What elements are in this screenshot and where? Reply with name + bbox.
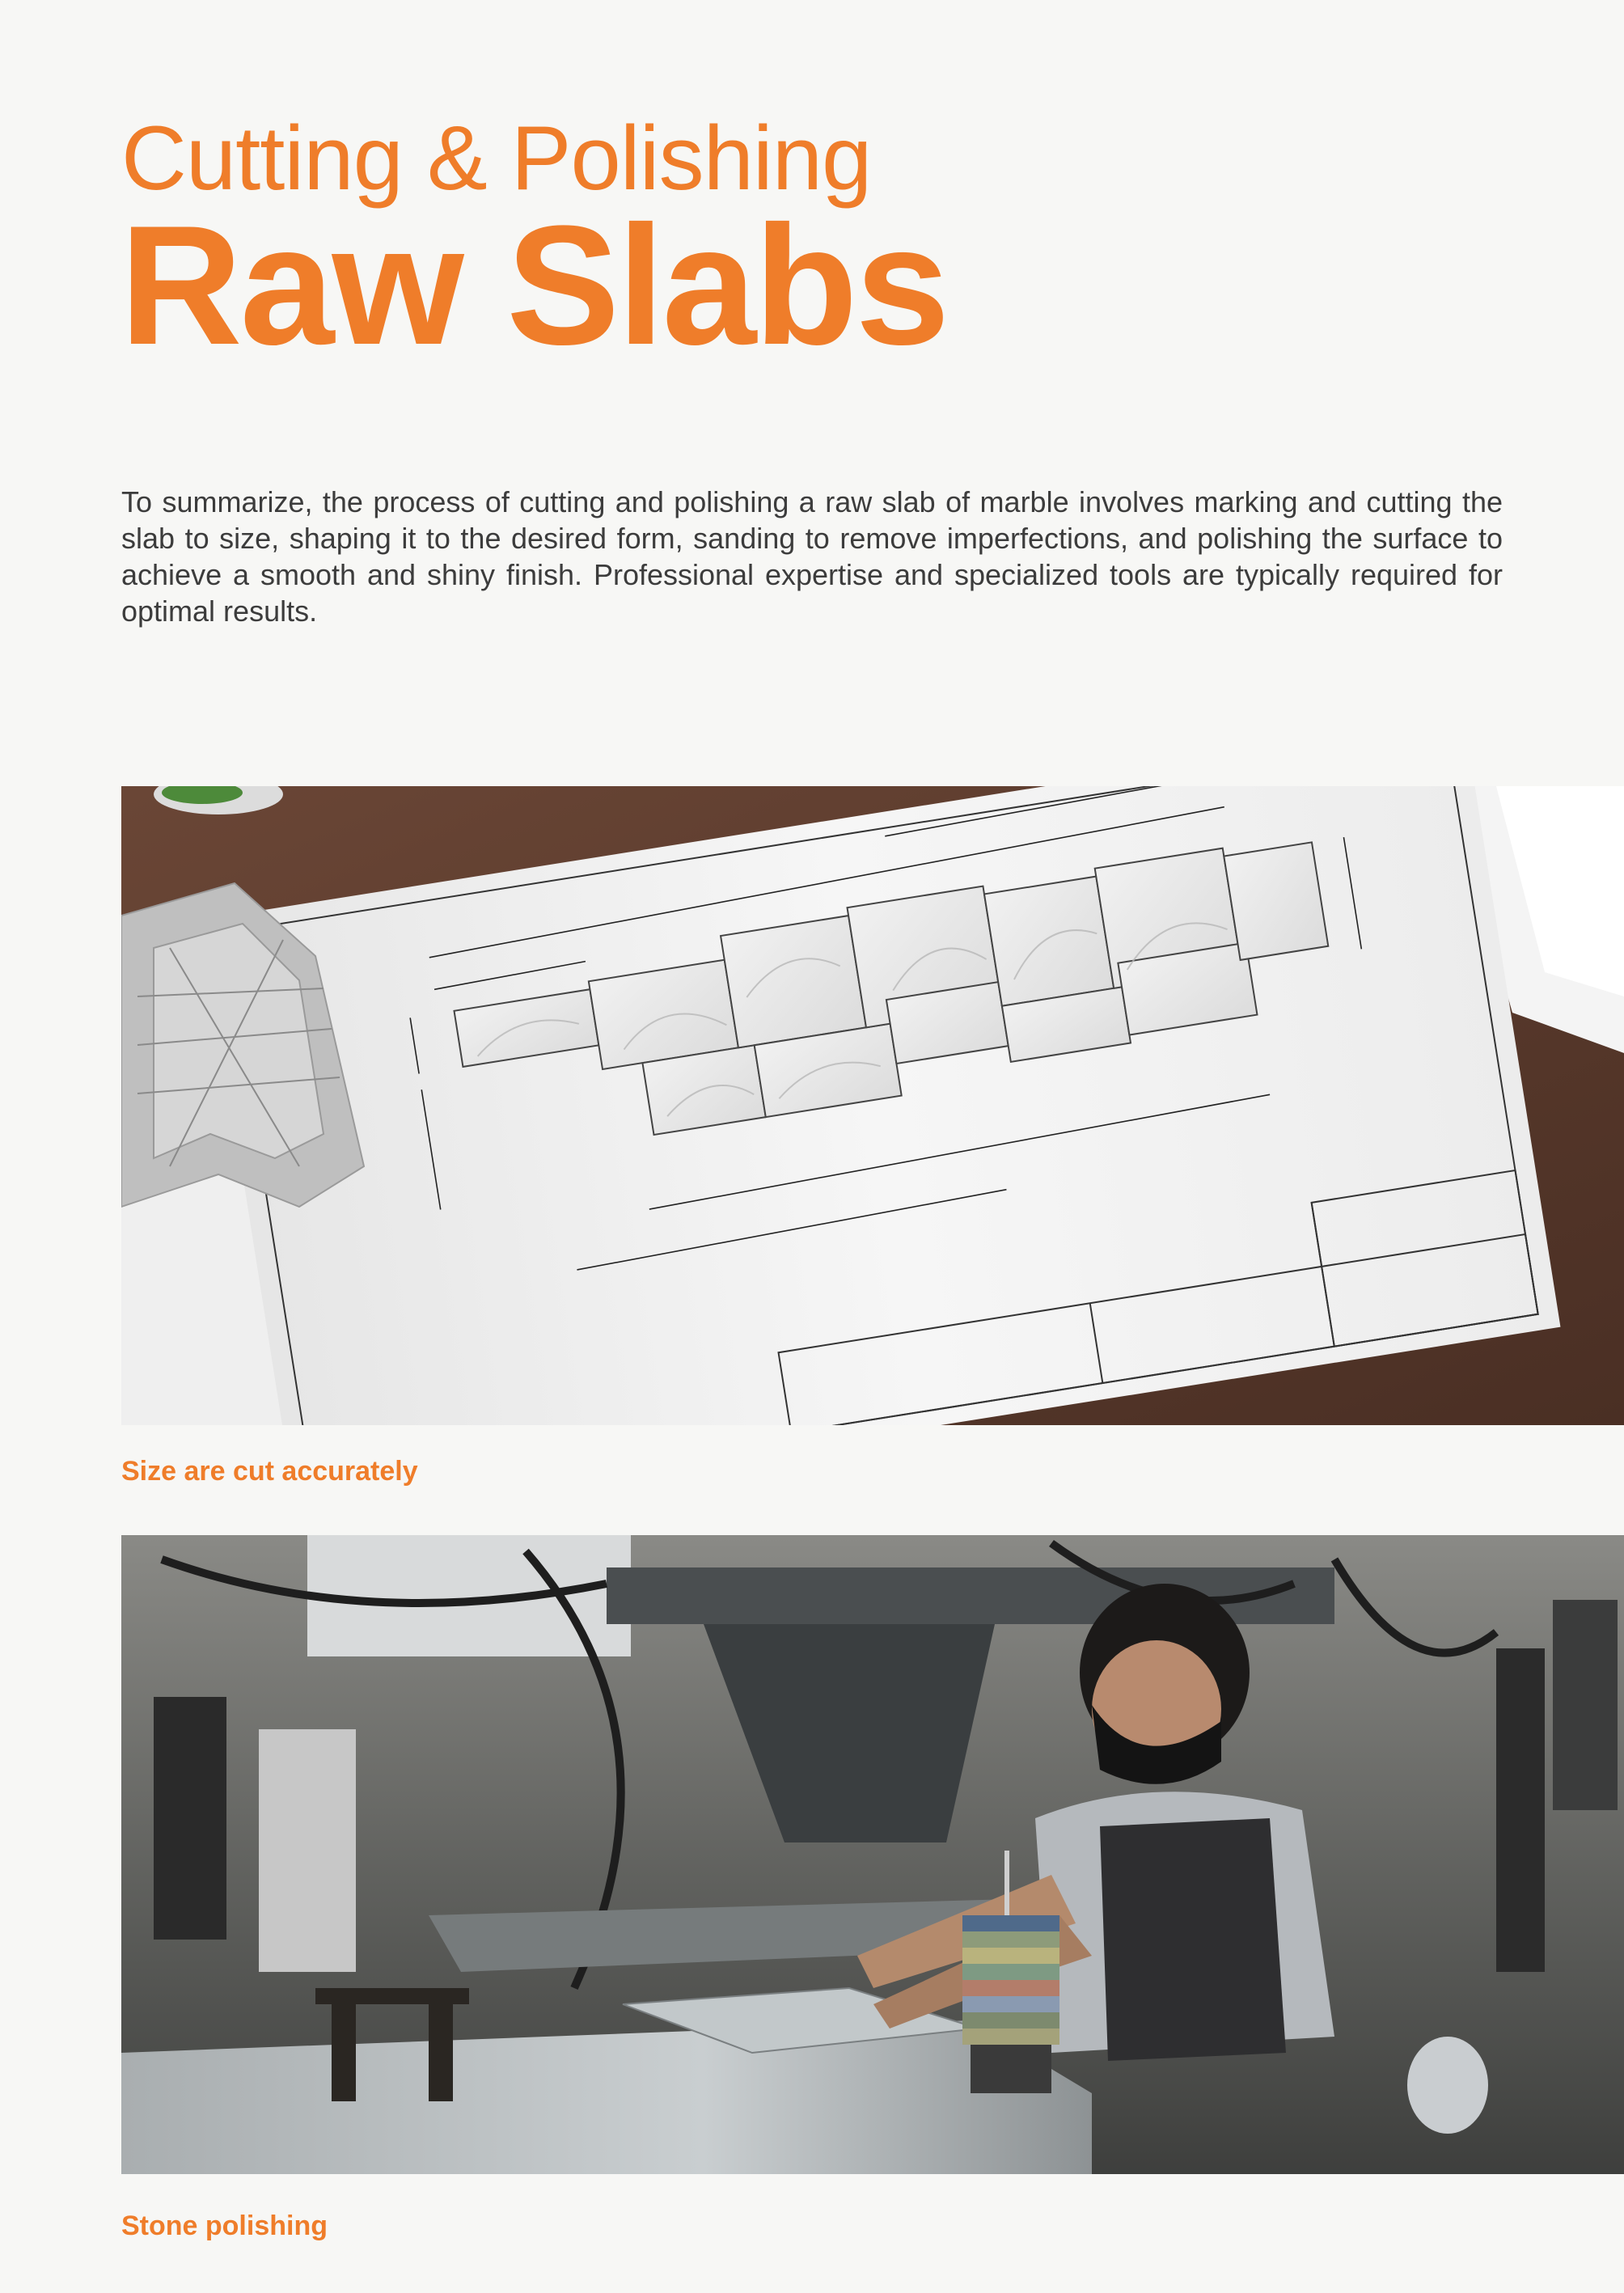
- page-title: Raw Slabs: [120, 190, 948, 380]
- summary-paragraph: To summarize, the process of cutting and polishing a raw slab of marble involves marking and cutting the slab to size, shaping it to the desired form, sanding to remove imperfections, and polishing the surface to achieve a smooth and shiny finish. Professional expertise and specialized tools are typically required for optimal results.: [121, 485, 1503, 628]
- cutting-layout-photo: [121, 786, 1624, 1425]
- page-subtitle: Cutting & Polishing: [121, 108, 872, 209]
- stone-polishing-photo: [121, 1535, 1624, 2174]
- figure-caption-cutting: Size are cut accurately: [121, 1456, 418, 1487]
- figure-caption-polishing: Stone polishing: [121, 2211, 328, 2241]
